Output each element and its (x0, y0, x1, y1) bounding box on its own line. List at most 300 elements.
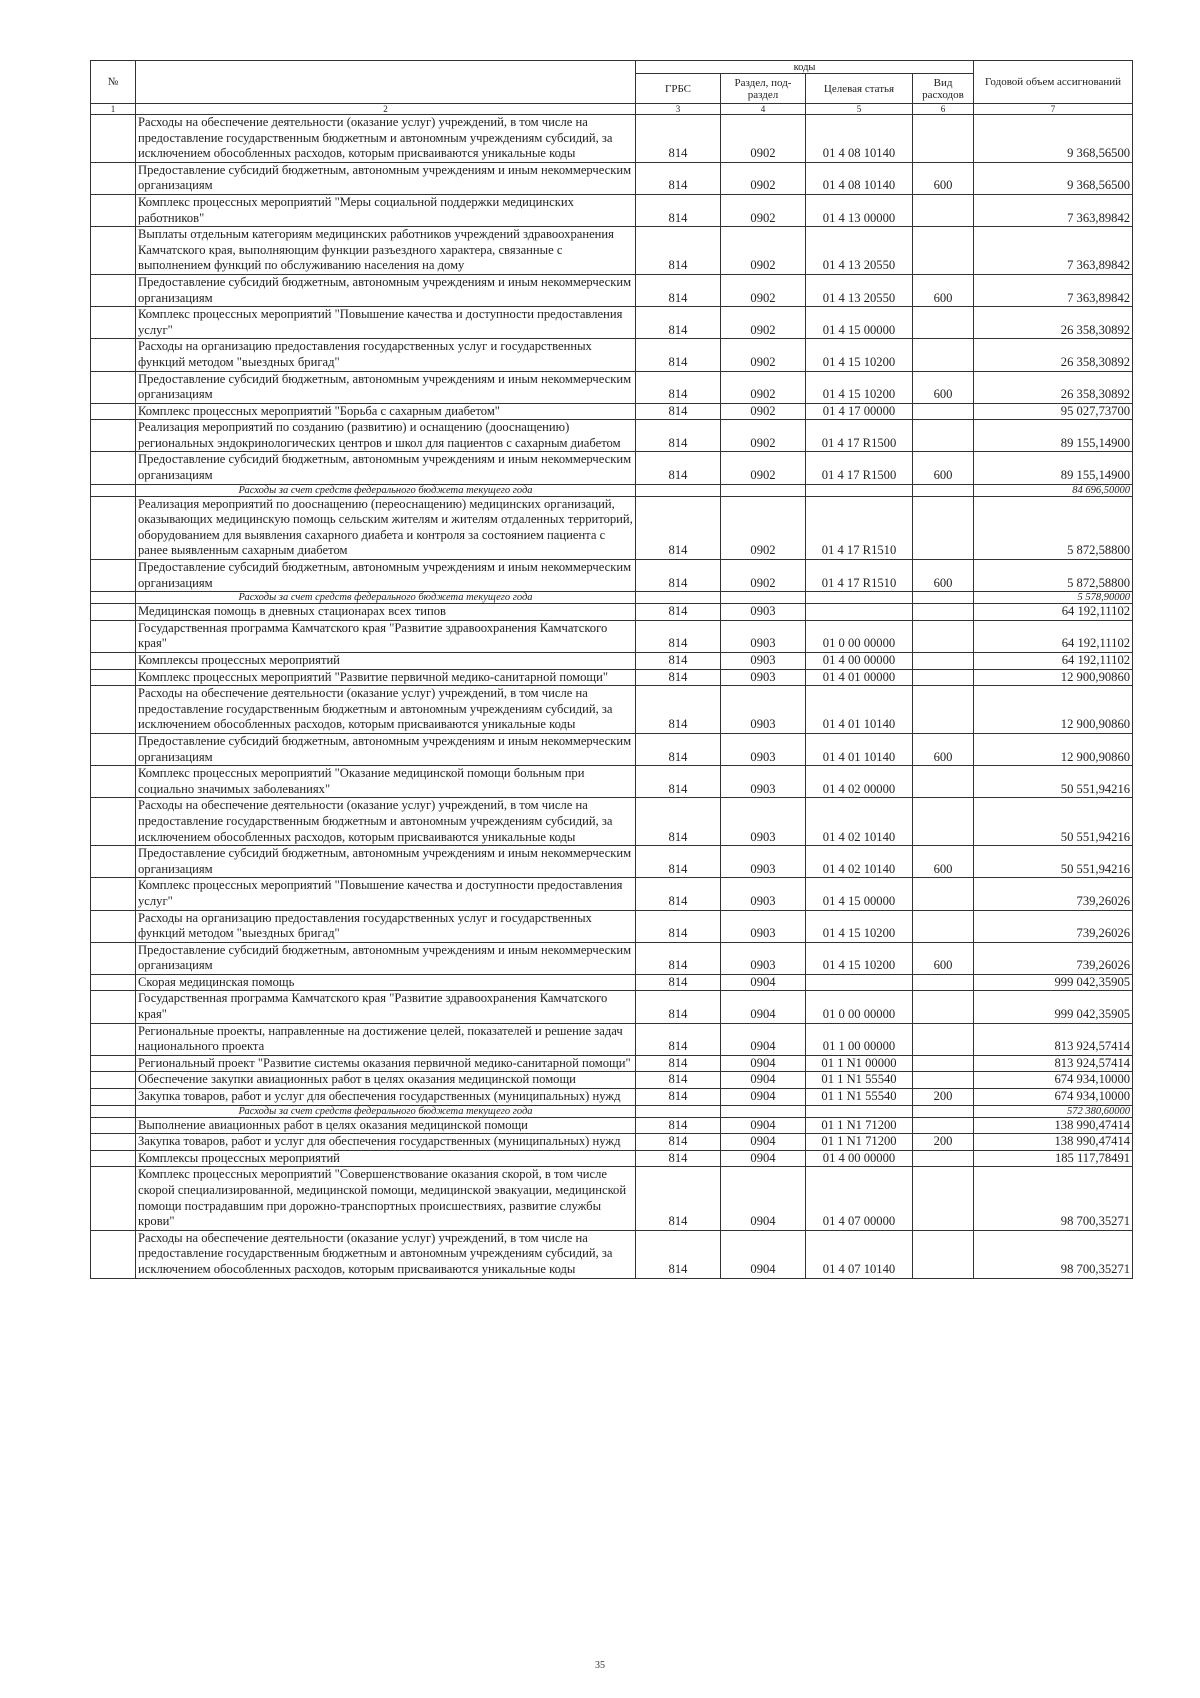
row-target-cell: 01 4 17 R1510 (806, 496, 913, 559)
row-grbs-cell: 814 (636, 653, 721, 670)
row-number-cell (91, 1230, 136, 1278)
row-name-cell: Предоставление субсидий бюджетным, автономным учреждениям и иным некоммерческим организациям (136, 942, 636, 974)
row-grbs-cell: 814 (636, 620, 721, 652)
row-type-cell: 600 (913, 733, 974, 765)
row-section-cell: 0902 (721, 403, 806, 420)
row-type-cell: 600 (913, 452, 974, 484)
row-grbs-cell: 814 (636, 910, 721, 942)
row-type-cell (913, 1117, 974, 1134)
row-section-cell: 0902 (721, 194, 806, 226)
row-section-cell: 0902 (721, 307, 806, 339)
row-amount-cell: 12 900,90860 (974, 686, 1133, 734)
row-amount-cell: 50 551,94216 (974, 846, 1133, 878)
row-amount-cell: 12 900,90860 (974, 669, 1133, 686)
row-name-cell: Скорая медицинская помощь (136, 974, 636, 991)
row-amount-cell: 26 358,30892 (974, 307, 1133, 339)
row-target-cell: 01 1 N1 71200 (806, 1117, 913, 1134)
row-amount-cell: 739,26026 (974, 878, 1133, 910)
row-grbs-cell: 814 (636, 1089, 721, 1106)
row-number-cell (91, 1150, 136, 1167)
row-type-cell (913, 991, 974, 1023)
row-name-cell: Обеспечение закупки авиационных работ в целях оказания медицинской помощи (136, 1072, 636, 1089)
row-target-cell (806, 1105, 913, 1117)
row-grbs-cell: 814 (636, 766, 721, 798)
row-amount-cell: 95 027,73700 (974, 403, 1133, 420)
row-type-cell (913, 592, 974, 604)
row-section-cell: 0904 (721, 1072, 806, 1089)
table-row (91, 307, 1133, 339)
row-target-cell: 01 4 08 10140 (806, 115, 913, 163)
row-name-cell: Комплексы процессных мероприятий (136, 1150, 636, 1167)
row-grbs-cell: 814 (636, 1150, 721, 1167)
row-name-cell: Расходы на организацию предоставления государственных услуг и государственных функций методом "выездных бригад" (136, 910, 636, 942)
row-section-cell: 0904 (721, 1230, 806, 1278)
row-amount-cell: 674 934,10000 (974, 1089, 1133, 1106)
row-grbs-cell: 814 (636, 669, 721, 686)
row-amount-cell: 5 872,58800 (974, 560, 1133, 592)
header-section: Раздел, под-раздел (721, 74, 806, 104)
row-name-cell: Закупка товаров, работ и услуг для обеспечения государственных (муниципальных) нужд (136, 1134, 636, 1151)
table-row (91, 1167, 1133, 1230)
row-section-cell: 0903 (721, 942, 806, 974)
table-row (91, 1150, 1133, 1167)
row-target-cell: 01 4 17 R1500 (806, 420, 913, 452)
row-amount-cell: 9 368,56500 (974, 162, 1133, 194)
row-amount-cell: 64 192,11102 (974, 604, 1133, 621)
header-target-article: Целевая статья (806, 74, 913, 104)
row-number-cell (91, 162, 136, 194)
row-type-cell (913, 1072, 974, 1089)
row-section-cell: 0902 (721, 560, 806, 592)
row-type-cell: 600 (913, 942, 974, 974)
row-grbs-cell: 814 (636, 403, 721, 420)
row-type-cell (913, 420, 974, 452)
row-name-cell: Выплаты отдельным категориям медицинских работников учреждений здравоохранения Камчатского края, выполняющим функции разъездного характера, связанные с выполнением функций по обслуживанию населения на дому (136, 227, 636, 275)
row-number-cell (91, 371, 136, 403)
table-row (91, 371, 1133, 403)
row-name-cell: Закупка товаров, работ и услуг для обеспечения государственных (муниципальных) нужд (136, 1089, 636, 1106)
row-type-cell (913, 339, 974, 371)
row-name-cell: Предоставление субсидий бюджетным, автономным учреждениям и иным некоммерческим организациям (136, 560, 636, 592)
row-type-cell (913, 974, 974, 991)
header-name (136, 61, 636, 104)
table-row (91, 1117, 1133, 1134)
row-section-cell (721, 1105, 806, 1117)
row-name-cell: Реализация мероприятий по созданию (развитию) и оснащению (дооснащению) региональных эндокринологических центров и школ для пациентов с сахарным диабетом (136, 420, 636, 452)
table-row (91, 991, 1133, 1023)
row-number-cell (91, 766, 136, 798)
row-type-cell (913, 1150, 974, 1167)
row-amount-cell: 999 042,35905 (974, 974, 1133, 991)
row-name-cell: Реализация мероприятий по дооснащению (переоснащению) медицинских организаций, оказывающих медицинскую помощь сельским жителям и жителям отдаленных территорий, оборудованием для выявления сахарного диабета и контроля за состоянием пациента с ранее выявленным сахарным диабетом (136, 496, 636, 559)
row-number-cell (91, 307, 136, 339)
row-target-cell: 01 4 15 00000 (806, 878, 913, 910)
row-name-cell: Предоставление субсидий бюджетным, автономным учреждениям и иным некоммерческим организациям (136, 452, 636, 484)
row-number-cell (91, 194, 136, 226)
row-type-cell (913, 484, 974, 496)
row-name-cell: Комплексы процессных мероприятий (136, 653, 636, 670)
row-amount-cell: 98 700,35271 (974, 1230, 1133, 1278)
row-grbs-cell: 814 (636, 307, 721, 339)
table-row (91, 274, 1133, 306)
header-expense-type: Вид расходов (913, 74, 974, 104)
row-type-cell (913, 686, 974, 734)
row-grbs-cell: 814 (636, 686, 721, 734)
row-amount-cell: 50 551,94216 (974, 766, 1133, 798)
row-number-cell (91, 620, 136, 652)
table-row (91, 798, 1133, 846)
row-target-cell: 01 1 N1 55540 (806, 1072, 913, 1089)
row-section-cell: 0902 (721, 162, 806, 194)
row-type-cell (913, 878, 974, 910)
column-number: 2 (136, 104, 636, 115)
row-amount-cell: 5 872,58800 (974, 496, 1133, 559)
row-grbs-cell: 814 (636, 733, 721, 765)
row-amount-cell: 98 700,35271 (974, 1167, 1133, 1230)
row-grbs-cell: 814 (636, 560, 721, 592)
row-section-cell: 0902 (721, 452, 806, 484)
row-target-cell: 01 4 02 00000 (806, 766, 913, 798)
table-header (91, 61, 1133, 115)
row-type-cell: 600 (913, 846, 974, 878)
row-target-cell: 01 4 07 10140 (806, 1230, 913, 1278)
row-grbs-cell: 814 (636, 339, 721, 371)
header-grbs: ГРБС (636, 74, 721, 104)
row-number-cell (91, 846, 136, 878)
row-target-cell: 01 4 15 10200 (806, 371, 913, 403)
row-target-cell: 01 4 01 10140 (806, 686, 913, 734)
row-grbs-cell: 814 (636, 420, 721, 452)
federal-budget-row (91, 1105, 1133, 1117)
row-name-cell: Предоставление субсидий бюджетным, автономным учреждениям и иным некоммерческим организациям (136, 733, 636, 765)
row-type-cell (913, 669, 974, 686)
row-type-cell (913, 653, 974, 670)
row-number-cell (91, 115, 136, 163)
row-grbs-cell: 814 (636, 1117, 721, 1134)
row-name-cell: Расходы за счет средств федерального бюджета текущего года (136, 592, 636, 604)
table-row (91, 1134, 1133, 1151)
row-grbs-cell: 814 (636, 1055, 721, 1072)
row-target-cell: 01 4 17 00000 (806, 403, 913, 420)
table-row (91, 942, 1133, 974)
row-target-cell: 01 4 07 00000 (806, 1167, 913, 1230)
row-type-cell (913, 194, 974, 226)
row-number-cell (91, 942, 136, 974)
row-number-cell (91, 798, 136, 846)
row-target-cell: 01 0 00 00000 (806, 991, 913, 1023)
row-type-cell (913, 1055, 974, 1072)
row-grbs-cell: 814 (636, 846, 721, 878)
row-name-cell: Комплекс процессных мероприятий "Повышение качества и доступности предоставления услуг" (136, 307, 636, 339)
row-grbs-cell: 814 (636, 1230, 721, 1278)
row-grbs-cell: 814 (636, 194, 721, 226)
table-row (91, 846, 1133, 878)
row-section-cell: 0904 (721, 1023, 806, 1055)
table-row (91, 496, 1133, 559)
row-amount-cell: 12 900,90860 (974, 733, 1133, 765)
row-number-cell (91, 592, 136, 604)
table-row (91, 653, 1133, 670)
row-type-cell: 600 (913, 274, 974, 306)
row-amount-cell: 26 358,30892 (974, 339, 1133, 371)
row-section-cell: 0904 (721, 1167, 806, 1230)
table-row (91, 1055, 1133, 1072)
row-amount-cell: 572 380,60000 (974, 1105, 1133, 1117)
row-section-cell (721, 592, 806, 604)
row-section-cell: 0903 (721, 846, 806, 878)
row-name-cell: Комплекс процессных мероприятий "Меры социальной поддержки медицинских работников" (136, 194, 636, 226)
row-number-cell (91, 910, 136, 942)
row-number-cell (91, 1105, 136, 1117)
row-grbs-cell: 814 (636, 991, 721, 1023)
row-target-cell: 01 4 02 10140 (806, 846, 913, 878)
row-amount-cell: 84 696,50000 (974, 484, 1133, 496)
row-grbs-cell: 814 (636, 1072, 721, 1089)
row-type-cell (913, 115, 974, 163)
table-row (91, 910, 1133, 942)
row-section-cell: 0904 (721, 1089, 806, 1106)
row-amount-cell: 9 368,56500 (974, 115, 1133, 163)
column-number: 7 (974, 104, 1133, 115)
row-type-cell (913, 307, 974, 339)
federal-budget-row (91, 484, 1133, 496)
row-grbs-cell (636, 1105, 721, 1117)
row-target-cell: 01 1 00 00000 (806, 1023, 913, 1055)
row-amount-cell: 26 358,30892 (974, 371, 1133, 403)
column-number-row (91, 104, 1133, 115)
row-type-cell (913, 1230, 974, 1278)
row-number-cell (91, 653, 136, 670)
row-number-cell (91, 974, 136, 991)
table-row (91, 974, 1133, 991)
table-row (91, 115, 1133, 163)
row-name-cell: Комплекс процессных мероприятий "Оказание медицинской помощи больным при социально значимых заболеваниях" (136, 766, 636, 798)
column-number: 6 (913, 104, 974, 115)
table-row (91, 1072, 1133, 1089)
row-number-cell (91, 274, 136, 306)
row-name-cell: Расходы на обеспечение деятельности (оказание услуг) учреждений, в том числе на предоставление государственным бюджетным и автономным учреждениям субсидий, за исключением обособленных расходов, которым присваиваются уникальные коды (136, 115, 636, 163)
column-number: 3 (636, 104, 721, 115)
row-amount-cell: 64 192,11102 (974, 653, 1133, 670)
row-number-cell (91, 878, 136, 910)
row-type-cell (913, 910, 974, 942)
row-section-cell: 0903 (721, 798, 806, 846)
row-type-cell (913, 1105, 974, 1117)
table-row (91, 686, 1133, 734)
row-amount-cell: 999 042,35905 (974, 991, 1133, 1023)
row-amount-cell: 739,26026 (974, 942, 1133, 974)
row-type-cell: 600 (913, 560, 974, 592)
row-name-cell: Комплекс процессных мероприятий "Борьба с сахарным диабетом" (136, 403, 636, 420)
row-target-cell: 01 4 00 00000 (806, 653, 913, 670)
row-grbs-cell: 814 (636, 371, 721, 403)
row-section-cell: 0903 (721, 653, 806, 670)
table-row (91, 452, 1133, 484)
row-number-cell (91, 733, 136, 765)
table-row (91, 420, 1133, 452)
row-name-cell: Расходы за счет средств федерального бюджета текущего года (136, 484, 636, 496)
row-number-cell (91, 604, 136, 621)
row-number-cell (91, 1072, 136, 1089)
table-row (91, 1089, 1133, 1106)
row-grbs-cell: 814 (636, 162, 721, 194)
row-section-cell: 0902 (721, 274, 806, 306)
row-type-cell (913, 604, 974, 621)
row-type-cell (913, 620, 974, 652)
row-number-cell (91, 991, 136, 1023)
row-amount-cell: 138 990,47414 (974, 1134, 1133, 1151)
row-amount-cell: 813 924,57414 (974, 1055, 1133, 1072)
table-row (91, 669, 1133, 686)
row-grbs-cell: 814 (636, 496, 721, 559)
row-target-cell: 01 4 01 10140 (806, 733, 913, 765)
budget-table-page (90, 60, 1132, 1279)
page-number: 35 (595, 1660, 605, 1671)
row-name-cell: Предоставление субсидий бюджетным, автономным учреждениям и иным некоммерческим организациям (136, 274, 636, 306)
row-amount-cell: 64 192,11102 (974, 620, 1133, 652)
row-section-cell: 0904 (721, 1134, 806, 1151)
row-number-cell (91, 686, 136, 734)
row-grbs-cell: 814 (636, 604, 721, 621)
row-type-cell: 200 (913, 1089, 974, 1106)
row-name-cell: Предоставление субсидий бюджетным, автономным учреждениям и иным некоммерческим организациям (136, 846, 636, 878)
row-target-cell: 01 4 13 20550 (806, 227, 913, 275)
row-type-cell (913, 798, 974, 846)
table-body (91, 115, 1133, 1279)
table-row (91, 604, 1133, 621)
table-row (91, 766, 1133, 798)
row-target-cell: 01 4 17 R1510 (806, 560, 913, 592)
table-row (91, 162, 1133, 194)
row-number-cell (91, 496, 136, 559)
row-number-cell (91, 403, 136, 420)
table-row (91, 1023, 1133, 1055)
row-amount-cell: 50 551,94216 (974, 798, 1133, 846)
budget-table (90, 60, 1133, 1279)
row-name-cell: Государственная программа Камчатского края "Развитие здравоохранения Камчатского края" (136, 991, 636, 1023)
column-number: 1 (91, 104, 136, 115)
row-number-cell (91, 1167, 136, 1230)
row-type-cell: 200 (913, 1134, 974, 1151)
row-name-cell: Расходы на организацию предоставления государственных услуг и государственных функций методом "выездных бригад" (136, 339, 636, 371)
row-section-cell: 0903 (721, 910, 806, 942)
row-grbs-cell: 814 (636, 274, 721, 306)
row-name-cell: Расходы на обеспечение деятельности (оказание услуг) учреждений, в том числе на предоставление государственным бюджетным и автономным учреждениям субсидий, за исключением обособленных расходов, которым присваиваются уникальные коды (136, 798, 636, 846)
row-grbs-cell: 814 (636, 878, 721, 910)
row-amount-cell: 739,26026 (974, 910, 1133, 942)
row-number-cell (91, 339, 136, 371)
row-name-cell: Медицинская помощь в дневных стационарах всех типов (136, 604, 636, 621)
row-section-cell: 0902 (721, 420, 806, 452)
table-row (91, 339, 1133, 371)
row-type-cell (913, 496, 974, 559)
row-amount-cell: 813 924,57414 (974, 1023, 1133, 1055)
column-number: 5 (806, 104, 913, 115)
row-section-cell: 0903 (721, 604, 806, 621)
row-target-cell: 01 4 15 00000 (806, 307, 913, 339)
row-grbs-cell: 814 (636, 115, 721, 163)
row-section-cell: 0902 (721, 115, 806, 163)
row-section-cell: 0903 (721, 669, 806, 686)
row-section-cell: 0904 (721, 1117, 806, 1134)
row-section-cell: 0904 (721, 1055, 806, 1072)
row-type-cell (913, 766, 974, 798)
header-codes: коды (636, 61, 974, 74)
row-section-cell: 0904 (721, 974, 806, 991)
row-name-cell: Выполнение авиационных работ в целях оказания медицинской помощи (136, 1117, 636, 1134)
row-target-cell (806, 604, 913, 621)
row-section-cell: 0904 (721, 991, 806, 1023)
row-amount-cell: 138 990,47414 (974, 1117, 1133, 1134)
federal-budget-row (91, 592, 1133, 604)
row-target-cell: 01 4 13 20550 (806, 274, 913, 306)
row-target-cell: 01 1 N1 55540 (806, 1089, 913, 1106)
row-target-cell (806, 484, 913, 496)
row-number-cell (91, 452, 136, 484)
row-number-cell (91, 1055, 136, 1072)
row-name-cell: Расходы на обеспечение деятельности (оказание услуг) учреждений, в том числе на предоставление государственным бюджетным и автономным учреждениям субсидий, за исключением обособленных расходов, которым присваиваются уникальные коды (136, 686, 636, 734)
row-target-cell: 01 4 15 10200 (806, 910, 913, 942)
table-row (91, 1230, 1133, 1278)
table-row (91, 560, 1133, 592)
row-amount-cell: 7 363,89842 (974, 227, 1133, 275)
row-amount-cell: 7 363,89842 (974, 194, 1133, 226)
row-name-cell: Комплекс процессных мероприятий "Совершенствование оказания скорой, в том числе скорой специализированной, медицинской помощи, медицинской эвакуации, медицинской помощи пострадавшим при дорожно-транспортных происшествиях, развитие службы крови" (136, 1167, 636, 1230)
row-number-cell (91, 669, 136, 686)
row-number-cell (91, 1023, 136, 1055)
row-target-cell: 01 1 N1 00000 (806, 1055, 913, 1072)
header-annual-volume: Годовой объем ассигнований (974, 61, 1133, 104)
row-section-cell: 0902 (721, 371, 806, 403)
row-target-cell (806, 592, 913, 604)
row-section-cell: 0902 (721, 496, 806, 559)
row-grbs-cell: 814 (636, 452, 721, 484)
row-name-cell: Расходы на обеспечение деятельности (оказание услуг) учреждений, в том числе на предоставление государственным бюджетным и автономным учреждениям субсидий, за исключением обособленных расходов, которым присваиваются уникальные коды (136, 1230, 636, 1278)
row-number-cell (91, 227, 136, 275)
row-section-cell: 0903 (721, 878, 806, 910)
row-name-cell: Региональный проект "Развитие системы оказания первичной медико-санитарной помощи" (136, 1055, 636, 1072)
row-name-cell: Комплекс процессных мероприятий "Повышение качества и доступности предоставления услуг" (136, 878, 636, 910)
row-target-cell: 01 4 17 R1500 (806, 452, 913, 484)
row-grbs-cell: 814 (636, 1134, 721, 1151)
row-target-cell: 01 4 15 10200 (806, 942, 913, 974)
row-section-cell: 0903 (721, 766, 806, 798)
row-type-cell (913, 403, 974, 420)
row-section-cell: 0903 (721, 733, 806, 765)
row-target-cell: 01 4 13 00000 (806, 194, 913, 226)
row-name-cell: Региональные проекты, направленные на достижение целей, показателей и решение задач национального проекта (136, 1023, 636, 1055)
row-target-cell (806, 974, 913, 991)
row-grbs-cell: 814 (636, 1167, 721, 1230)
row-number-cell (91, 1089, 136, 1106)
row-target-cell: 01 4 00 00000 (806, 1150, 913, 1167)
row-grbs-cell: 814 (636, 798, 721, 846)
row-amount-cell: 674 934,10000 (974, 1072, 1133, 1089)
row-name-cell: Государственная программа Камчатского края "Развитие здравоохранения Камчатского края" (136, 620, 636, 652)
table-row (91, 878, 1133, 910)
row-section-cell: 0902 (721, 339, 806, 371)
table-row (91, 194, 1133, 226)
row-section-cell: 0903 (721, 686, 806, 734)
row-type-cell: 600 (913, 371, 974, 403)
row-target-cell: 01 1 N1 71200 (806, 1134, 913, 1151)
table-row (91, 733, 1133, 765)
row-name-cell: Комплекс процессных мероприятий "Развитие первичной медико-санитарной помощи" (136, 669, 636, 686)
row-number-cell (91, 560, 136, 592)
row-number-cell (91, 1117, 136, 1134)
row-amount-cell: 89 155,14900 (974, 420, 1133, 452)
row-section-cell: 0903 (721, 620, 806, 652)
